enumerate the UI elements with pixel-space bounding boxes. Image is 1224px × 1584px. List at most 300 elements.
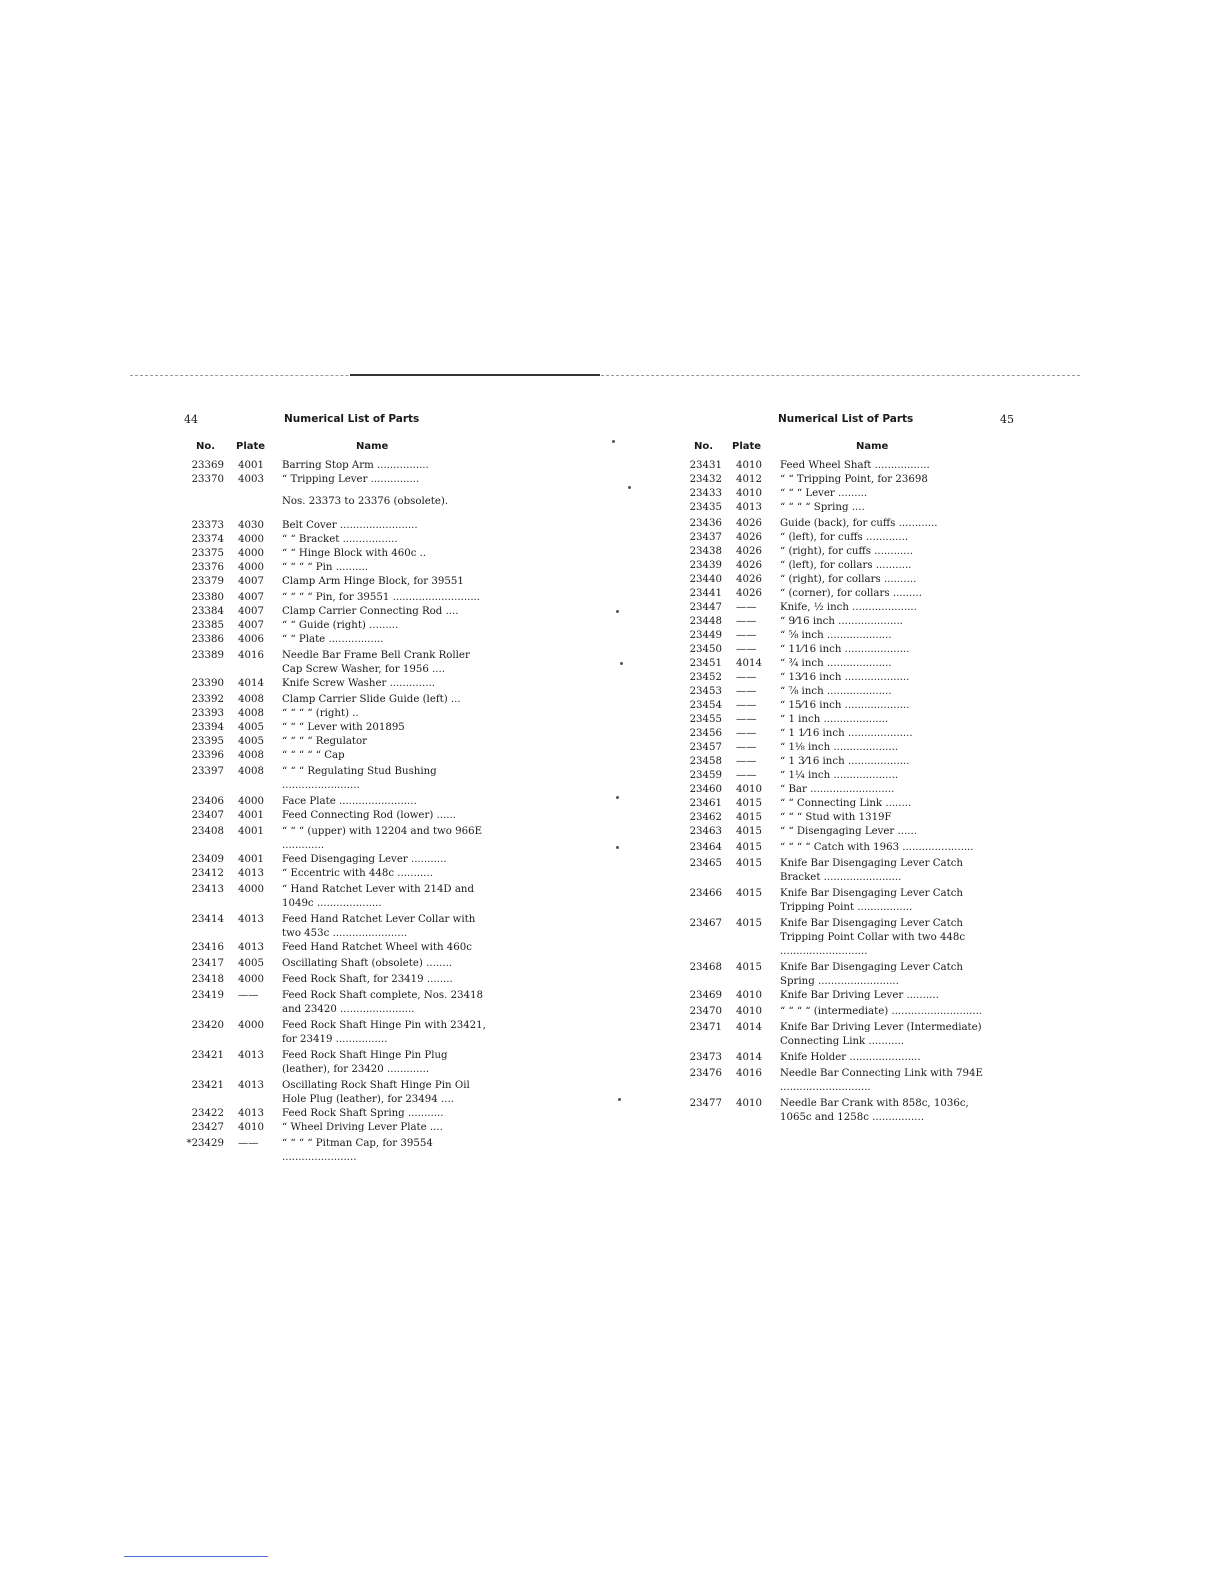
part-number: 23390	[191, 678, 224, 689]
scan-speck	[618, 1098, 621, 1101]
plate-number: ——	[736, 602, 757, 613]
table-row	[170, 473, 490, 487]
table-row	[668, 1005, 1014, 1019]
table-row	[668, 501, 1014, 515]
part-number: 23439	[689, 560, 722, 571]
table-row	[668, 1051, 1014, 1065]
part-number: 23386	[191, 634, 224, 645]
plate-number: 4005	[238, 736, 264, 747]
header-name: Name	[856, 441, 889, 452]
part-name: Knife Bar Disengaging Lever Catch Spring .........................	[780, 962, 963, 987]
part-name: Feed Connecting Rod (lower) ......	[282, 810, 456, 821]
part-name: “ 1 1⁄16 inch ....................	[780, 728, 913, 739]
plate-number: 4007	[238, 620, 264, 631]
plate-number: 4015	[736, 962, 762, 973]
part-name: Oscillating Shaft (obsolete) ........	[282, 958, 453, 969]
part-number: 23470	[689, 1006, 722, 1017]
left-parts-list	[170, 459, 490, 1165]
part-name: “ ⅞ inch ....................	[780, 686, 892, 697]
part-number: 23450	[689, 644, 722, 655]
part-number: 23380	[191, 592, 224, 603]
plate-number: 4006	[238, 634, 264, 645]
part-number: 23427	[191, 1122, 224, 1133]
part-number: 23407	[191, 810, 224, 821]
plate-number: 4013	[238, 914, 264, 925]
table-row	[170, 649, 490, 677]
table-row	[170, 547, 490, 561]
plate-number: 4005	[238, 722, 264, 733]
table-row	[170, 1019, 490, 1047]
table-row	[668, 685, 1014, 699]
part-name: Oscillating Rock Shaft Hinge Pin Oil Hole Plug (leather), for 23494 ....	[282, 1080, 470, 1105]
plate-number: 4008	[238, 766, 264, 777]
plate-number: 4015	[736, 826, 762, 837]
table-row	[170, 1121, 490, 1135]
part-number: 23421	[191, 1050, 224, 1061]
part-number: 23397	[191, 766, 224, 777]
part-name: Feed Rock Shaft, for 23419 ........	[282, 974, 453, 985]
part-name: “ “ “ Regulating Stud Bushing ........................	[282, 766, 437, 791]
table-row	[170, 913, 490, 941]
part-name: Knife Bar Disengaging Lever Catch Tripping Point .................	[780, 888, 963, 913]
part-name: Feed Wheel Shaft .................	[780, 460, 930, 471]
part-number: 23477	[689, 1098, 722, 1109]
header-plate: Plate	[236, 441, 266, 452]
part-number: 23448	[689, 616, 722, 627]
part-number: 23406	[191, 796, 224, 807]
table-row	[170, 1079, 490, 1107]
scan-speck	[620, 662, 623, 665]
part-number: 23421	[191, 1080, 224, 1091]
table-row	[668, 811, 1014, 825]
part-number: 23385	[191, 620, 224, 631]
table-row	[668, 961, 1014, 989]
scan-speck	[612, 440, 615, 443]
part-name: “ “ “ “ (right) ..	[282, 708, 359, 719]
plate-number: 4016	[238, 650, 264, 661]
table-row	[668, 887, 1014, 915]
plate-number: 4007	[238, 576, 264, 587]
part-name: “ Hand Ratchet Lever with 214D and 1049c ....................	[282, 884, 474, 909]
part-name: Knife, ½ inch ....................	[780, 602, 917, 613]
bottom-link-rule	[124, 1556, 268, 1557]
left-page-title: Numerical List of Parts	[284, 413, 420, 425]
plate-number: 4026	[736, 518, 762, 529]
part-name: “ “ Bracket .................	[282, 534, 398, 545]
part-number: 23457	[689, 742, 722, 753]
left-page	[170, 413, 490, 1165]
part-number: 23376	[191, 562, 224, 573]
part-name: Barring Stop Arm ................	[282, 460, 429, 471]
table-row	[170, 533, 490, 547]
plate-number: 4010	[736, 1098, 762, 1109]
table-row	[668, 587, 1014, 601]
part-number: 23465	[689, 858, 722, 869]
part-name: Knife Bar Disengaging Lever Catch Tripping Point Collar with two 448c ...........................	[780, 918, 966, 957]
part-number: 23459	[689, 770, 722, 781]
table-row	[668, 841, 1014, 855]
part-number: 23409	[191, 854, 224, 865]
plate-number: ——	[736, 770, 757, 781]
table-row	[170, 561, 490, 575]
part-number: 23462	[689, 812, 722, 823]
part-name: “ “ “ Stud with 1319F	[780, 812, 892, 823]
table-row	[668, 531, 1014, 545]
part-name: “ “ “ “ Catch with 1963 ......................	[780, 842, 974, 853]
table-row	[170, 1137, 490, 1165]
plate-number: 4013	[238, 942, 264, 953]
table-row	[170, 1049, 490, 1077]
table-row	[668, 629, 1014, 643]
plate-number: 4010	[736, 488, 762, 499]
table-row	[668, 797, 1014, 811]
part-number: 23420	[191, 1020, 224, 1031]
part-name: Needle Bar Crank with 858c, 1036c, 1065c and 1258c ................	[780, 1098, 969, 1123]
part-number: 23375	[191, 548, 224, 559]
table-row	[170, 825, 490, 853]
table-row	[668, 755, 1014, 769]
part-number: 23464	[689, 842, 722, 853]
part-name: Feed Rock Shaft Hinge Pin Plug (leather), for 23420 .............	[282, 1050, 448, 1075]
part-number: 23473	[689, 1052, 722, 1063]
plate-number: 4001	[238, 826, 264, 837]
table-row	[170, 941, 490, 955]
part-name: Needle Bar Connecting Link with 794E ............................	[780, 1068, 983, 1093]
part-name: Feed Rock Shaft Hinge Pin with 23421, for 23419 ................	[282, 1020, 486, 1045]
part-name: “ Eccentric with 448c ...........	[282, 868, 433, 879]
plate-number: 4008	[238, 708, 264, 719]
plate-number: 4026	[736, 546, 762, 557]
part-number: 23469	[689, 990, 722, 1001]
part-name: “ Tripping Lever ...............	[282, 474, 420, 485]
plate-number: 4008	[238, 750, 264, 761]
part-name: “ 1 3⁄16 inch ...................	[780, 756, 910, 767]
header-plate: Plate	[732, 441, 762, 452]
part-name: Clamp Carrier Slide Guide (left) ...	[282, 694, 461, 705]
part-number: 23392	[191, 694, 224, 705]
part-name: Feed Hand Ratchet Lever Collar with two 453c .......................	[282, 914, 476, 939]
part-number: 23422	[191, 1108, 224, 1119]
part-number: 23441	[689, 588, 722, 599]
part-number: 23431	[689, 460, 722, 471]
part-name: “ 15⁄16 inch ....................	[780, 700, 910, 711]
part-number: 23458	[689, 756, 722, 767]
table-row	[668, 601, 1014, 615]
part-number: 23467	[689, 918, 722, 929]
part-name: “ “ “ “ Pin ..........	[282, 562, 369, 573]
part-number: 23373	[191, 520, 224, 531]
table-row	[170, 519, 490, 533]
part-number: 23395	[191, 736, 224, 747]
plate-number: 4008	[238, 694, 264, 705]
plate-number: 4000	[238, 796, 264, 807]
plate-number: 4005	[238, 958, 264, 969]
plate-number: 4015	[736, 798, 762, 809]
part-number: 23370	[191, 474, 224, 485]
table-row	[170, 591, 490, 605]
part-number: 23416	[191, 942, 224, 953]
scan-speck	[616, 846, 619, 849]
table-row	[668, 615, 1014, 629]
part-number: 23451	[689, 658, 722, 669]
table-row	[668, 459, 1014, 473]
plate-number: ——	[736, 616, 757, 627]
part-name: “ “ “ Lever with 201895	[282, 722, 405, 733]
right-parts-list	[668, 459, 1014, 1125]
plate-number: 4001	[238, 460, 264, 471]
table-row	[668, 713, 1014, 727]
table-row	[170, 693, 490, 707]
left-page-header	[170, 413, 490, 431]
plate-number: 4015	[736, 842, 762, 853]
part-name: “ “ Disengaging Lever ......	[780, 826, 917, 837]
plate-number: 4015	[736, 888, 762, 899]
table-row	[170, 809, 490, 823]
table-row	[668, 741, 1014, 755]
plate-number: 4010	[238, 1122, 264, 1133]
table-row	[668, 857, 1014, 885]
plate-number: 4015	[736, 812, 762, 823]
part-name: “ “ “ “ Pin, for 39551 ...........................	[282, 592, 481, 603]
plate-number: ——	[736, 672, 757, 683]
part-name: Knife Screw Washer ..............	[282, 678, 435, 689]
plate-number: 4000	[238, 1020, 264, 1031]
part-number: 23440	[689, 574, 722, 585]
part-name: Feed Hand Ratchet Wheel with 460c	[282, 942, 472, 953]
table-row	[170, 795, 490, 809]
plate-number: 4001	[238, 810, 264, 821]
part-number: 23389	[191, 650, 224, 661]
table-row	[668, 545, 1014, 559]
table-row	[668, 573, 1014, 587]
part-number: 23468	[689, 962, 722, 973]
table-row	[170, 957, 490, 971]
part-number: 23408	[191, 826, 224, 837]
part-name: Needle Bar Frame Bell Crank Roller Cap Screw Washer, for 1956 ....	[282, 650, 470, 675]
part-number: 23476	[689, 1068, 722, 1079]
plate-number: 4013	[238, 868, 264, 879]
plate-number: 4000	[238, 548, 264, 559]
plate-number: ——	[736, 644, 757, 655]
table-row	[170, 619, 490, 633]
plate-number: 4016	[736, 1068, 762, 1079]
plate-number: 4013	[238, 1080, 264, 1091]
part-name: “ 11⁄16 inch ....................	[780, 644, 910, 655]
part-name: “ (left), for collars ...........	[780, 560, 912, 571]
part-number: 23463	[689, 826, 722, 837]
plate-number: 4026	[736, 588, 762, 599]
part-number: 23417	[191, 958, 224, 969]
plate-number: 4013	[736, 502, 762, 513]
table-row	[668, 699, 1014, 713]
part-name: “ “ Tripping Point, for 23698	[780, 474, 928, 485]
table-row	[170, 575, 490, 589]
plate-number: ——	[736, 700, 757, 711]
part-number: 23393	[191, 708, 224, 719]
plate-number: 4014	[736, 658, 762, 669]
part-name: “ (right), for collars ..........	[780, 574, 917, 585]
part-number: 23396	[191, 750, 224, 761]
plate-number: 4026	[736, 532, 762, 543]
part-number: 23433	[689, 488, 722, 499]
table-row	[668, 473, 1014, 487]
plate-number: 4030	[238, 520, 264, 531]
part-name: “ (right), for cuffs ............	[780, 546, 914, 557]
part-name: Knife Holder ......................	[780, 1052, 921, 1063]
part-name: “ 13⁄16 inch ....................	[780, 672, 910, 683]
table-row	[170, 867, 490, 881]
part-number: 23449	[689, 630, 722, 641]
part-name: “ “ “ “ Spring ....	[780, 502, 865, 513]
left-column-headers	[170, 441, 490, 459]
section-note: Nos. 23373 to 23376 (obsolete).	[282, 496, 449, 507]
part-number: 23379	[191, 576, 224, 587]
part-name: Feed Rock Shaft Spring ...........	[282, 1108, 444, 1119]
plate-number: 4026	[736, 574, 762, 585]
plate-number: 4000	[238, 884, 264, 895]
part-name: “ ¾ inch ....................	[780, 658, 892, 669]
part-name: “ 1⅛ inch ....................	[780, 742, 899, 753]
table-row	[170, 883, 490, 911]
right-page-header	[668, 413, 1014, 431]
table-row	[170, 459, 490, 473]
part-name: “ “ “ “ Pitman Cap, for 39554 .......................	[282, 1138, 433, 1163]
part-number: 23418	[191, 974, 224, 985]
part-name: Feed Rock Shaft complete, Nos. 23418 and 23420 .......................	[282, 990, 484, 1015]
part-number: 23394	[191, 722, 224, 733]
plate-number: 4012	[736, 474, 762, 485]
table-row	[668, 1097, 1014, 1125]
part-name: “ 1 inch ....................	[780, 714, 889, 725]
plate-number: ——	[736, 630, 757, 641]
part-number: 23438	[689, 546, 722, 557]
part-name: Face Plate ........................	[282, 796, 417, 807]
part-name: “ “ “ “ (intermediate) ............................	[780, 1006, 983, 1017]
plate-number: 4000	[238, 562, 264, 573]
plate-number: ——	[736, 728, 757, 739]
right-page-title: Numerical List of Parts	[778, 413, 914, 425]
part-number: 23436	[689, 518, 722, 529]
table-row	[668, 1021, 1014, 1049]
part-name: “ 9⁄16 inch ....................	[780, 616, 903, 627]
table-row	[668, 769, 1014, 783]
part-name: “ “ “ (upper) with 12204 and two 966E .............	[282, 826, 483, 851]
plate-number: 4013	[238, 1108, 264, 1119]
table-row	[668, 671, 1014, 685]
plate-number: 4026	[736, 560, 762, 571]
header-no: No.	[694, 441, 714, 452]
plate-number: ——	[736, 714, 757, 725]
part-name: “ 1¼ inch ....................	[780, 770, 899, 781]
part-number: 23419	[191, 990, 224, 1001]
part-name: “ ⅝ inch ....................	[780, 630, 892, 641]
table-row	[668, 559, 1014, 573]
plate-number: 4007	[238, 592, 264, 603]
part-number: 23437	[689, 532, 722, 543]
table-row	[170, 973, 490, 987]
table-row	[668, 487, 1014, 501]
part-number: 23369	[191, 460, 224, 471]
header-no: No.	[196, 441, 216, 452]
table-row	[170, 989, 490, 1017]
part-name: “ “ Guide (right) .........	[282, 620, 399, 631]
table-row	[170, 853, 490, 867]
scan-speck	[616, 610, 619, 613]
part-number: 23455	[689, 714, 722, 725]
part-name: “ Wheel Driving Lever Plate ....	[282, 1122, 443, 1133]
part-number: 23471	[689, 1022, 722, 1033]
part-name: “ “ Plate .................	[282, 634, 384, 645]
table-row	[170, 735, 490, 749]
part-number: 23413	[191, 884, 224, 895]
part-number: 23466	[689, 888, 722, 899]
right-page-number: 45	[1000, 413, 1014, 426]
plate-number: 4014	[736, 1022, 762, 1033]
part-name: “ “ Connecting Link ........	[780, 798, 912, 809]
header-name: Name	[356, 441, 389, 452]
plate-number: ——	[238, 1138, 259, 1149]
plate-number: ——	[736, 756, 757, 767]
plate-number: 4010	[736, 784, 762, 795]
table-row	[668, 917, 1014, 959]
table-row	[668, 657, 1014, 671]
right-column-headers	[668, 441, 1014, 459]
part-number: 23461	[689, 798, 722, 809]
table-row	[668, 727, 1014, 741]
part-name: “ “ Hinge Block with 460c ..	[282, 548, 427, 559]
part-name: Belt Cover ........................	[282, 520, 418, 531]
part-number: 23384	[191, 606, 224, 617]
part-number: 23412	[191, 868, 224, 879]
part-name: “ (left), for cuffs .............	[780, 532, 909, 543]
part-name: “ (corner), for collars .........	[780, 588, 922, 599]
part-name: “ Bar ..........................	[780, 784, 895, 795]
scan-speck	[628, 486, 631, 489]
part-number: 23460	[689, 784, 722, 795]
table-row	[668, 825, 1014, 839]
part-name: Clamp Carrier Connecting Rod ....	[282, 606, 459, 617]
table-row	[170, 677, 490, 691]
part-number: 23432	[689, 474, 722, 485]
top-scan-rule	[130, 375, 1080, 376]
table-row	[170, 765, 490, 793]
part-number: 23452	[689, 672, 722, 683]
table-row	[170, 633, 490, 647]
left-page-number: 44	[184, 413, 198, 426]
plate-number: 4010	[736, 1006, 762, 1017]
table-row	[668, 1067, 1014, 1095]
part-number: *23429	[186, 1138, 224, 1149]
part-name: Guide (back), for cuffs ............	[780, 518, 938, 529]
plate-number: 4007	[238, 606, 264, 617]
part-name: Knife Bar Driving Lever (Intermediate) Connecting Link ...........	[780, 1022, 982, 1047]
table-row	[170, 749, 490, 763]
part-number: 23454	[689, 700, 722, 711]
part-number: 23414	[191, 914, 224, 925]
part-number: 23456	[689, 728, 722, 739]
part-name: Clamp Arm Hinge Block, for 39551	[282, 576, 464, 587]
table-row	[668, 643, 1014, 657]
plate-number: 4003	[238, 474, 264, 485]
table-row	[668, 989, 1014, 1003]
plate-number: 4014	[238, 678, 264, 689]
right-page	[668, 413, 1014, 1125]
table-row	[668, 517, 1014, 531]
plate-number: 4015	[736, 918, 762, 929]
plate-number: ——	[238, 990, 259, 1001]
part-name: “ “ “ Lever .........	[780, 488, 868, 499]
plate-number: 4014	[736, 1052, 762, 1063]
